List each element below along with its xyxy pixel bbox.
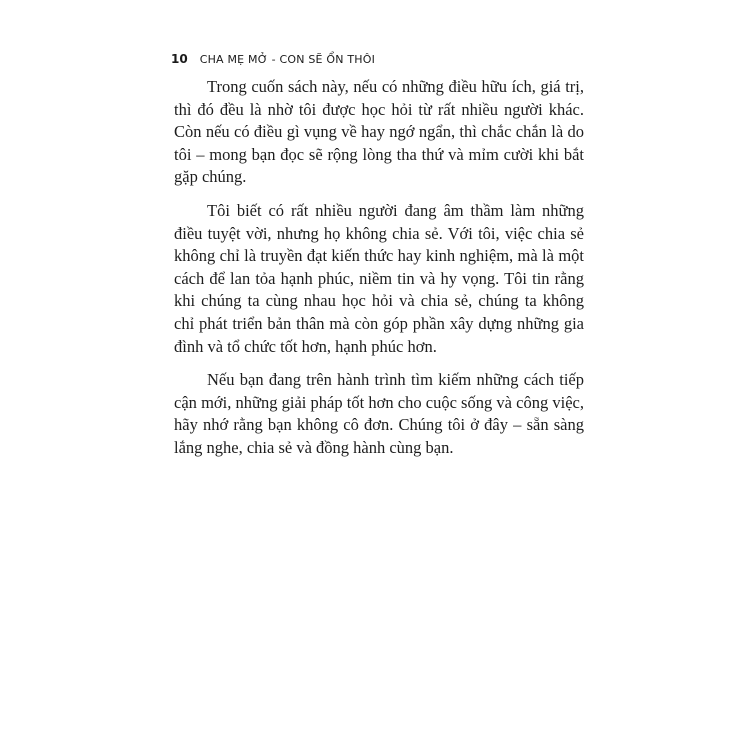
paragraph: Nếu bạn đang trên hành trình tìm kiếm những cách tiếp cận mới, những giải pháp tốt hơn cho cuộc sống và công việc, hãy nhớ rằng bạn không cô đơn. Chúng tôi ở đây – sẵn sàng lắng nghe, chia sẻ và đồng hành cùng bạn.: [174, 370, 584, 457]
running-header: [171, 52, 375, 66]
paragraph: Trong cuốn sách này, nếu có những điều hữu ích, giá trị, thì đó đều là nhờ tôi được học hỏi từ rất nhiều người khác. Còn nếu có điều gì vụng về hay ngớ ngẩn, thì chắc chắn là do tôi – mong bạn đọc sẽ rộng lòng tha thứ và mỉm cười khi bắt gặp chúng.: [174, 77, 584, 187]
page-number: 10: [171, 52, 188, 66]
body-text: [174, 76, 584, 471]
paragraph: Tôi biết có rất nhiều người đang âm thầm làm những điều tuyệt vời, nhưng họ không chia sẻ. Với tôi, việc chia sẻ không chỉ là truyền đạt kiến thức hay kinh nghiệm, mà là một cách để lan tỏa hạnh phúc, niềm tin và hy vọng. Tôi tin rằng khi chúng ta cùng nhau học hỏi và chia sẻ, chúng ta không chỉ phát triển bản thân mà còn góp phần xây dựng những gia đình và tổ chức tốt hơn, hạnh phúc hơn.: [174, 200, 584, 356]
book-title: CHA MẸ MỞ - CON SẼ ỔN THÔI: [199, 53, 376, 66]
